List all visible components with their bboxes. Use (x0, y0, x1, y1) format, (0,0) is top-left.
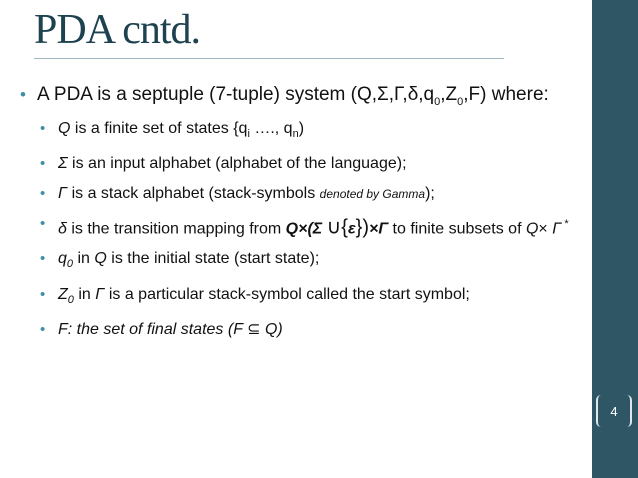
bullet-input-alphabet: • Σ is an input alphabet (alphabet of the language); (40, 154, 407, 172)
bullet-states: • Q is a finite set of states {$q_i$ …., $q_n$) (40, 119, 305, 140)
bullet-start-symbol: • $Z_0$ in Γ is a particular stack-symbol called the start symbol; (40, 285, 470, 306)
slide-title: PDA cntd. (34, 7, 201, 53)
bullet-dot: • (20, 85, 26, 104)
bullet-initial-state: • $q_0$ in Q is the initial state (start state); (40, 250, 320, 271)
title-divider (34, 58, 504, 59)
sub-bullet-list (20, 118, 580, 341)
bullet-stack-alphabet: • Γ is a stack alphabet (stack-symbols denoted by Gamma); (40, 184, 435, 202)
main-bullet: • A PDA is a septuple (7-tuple) system $(Q,\Sigma,\Gamma,\delta,q_0,Z_0,F)$ where: (20, 84, 549, 108)
bullet-transition-mapping: • δ is the transition mapping from Q×(Σ ∪{ε})×Γ to finite subsets of Q× Γ * (40, 214, 569, 239)
slide-content (20, 82, 580, 349)
bullet-final-states: • F: the set of final states (F ⊆ Q) (40, 320, 283, 338)
page-number: 4 (596, 395, 632, 427)
